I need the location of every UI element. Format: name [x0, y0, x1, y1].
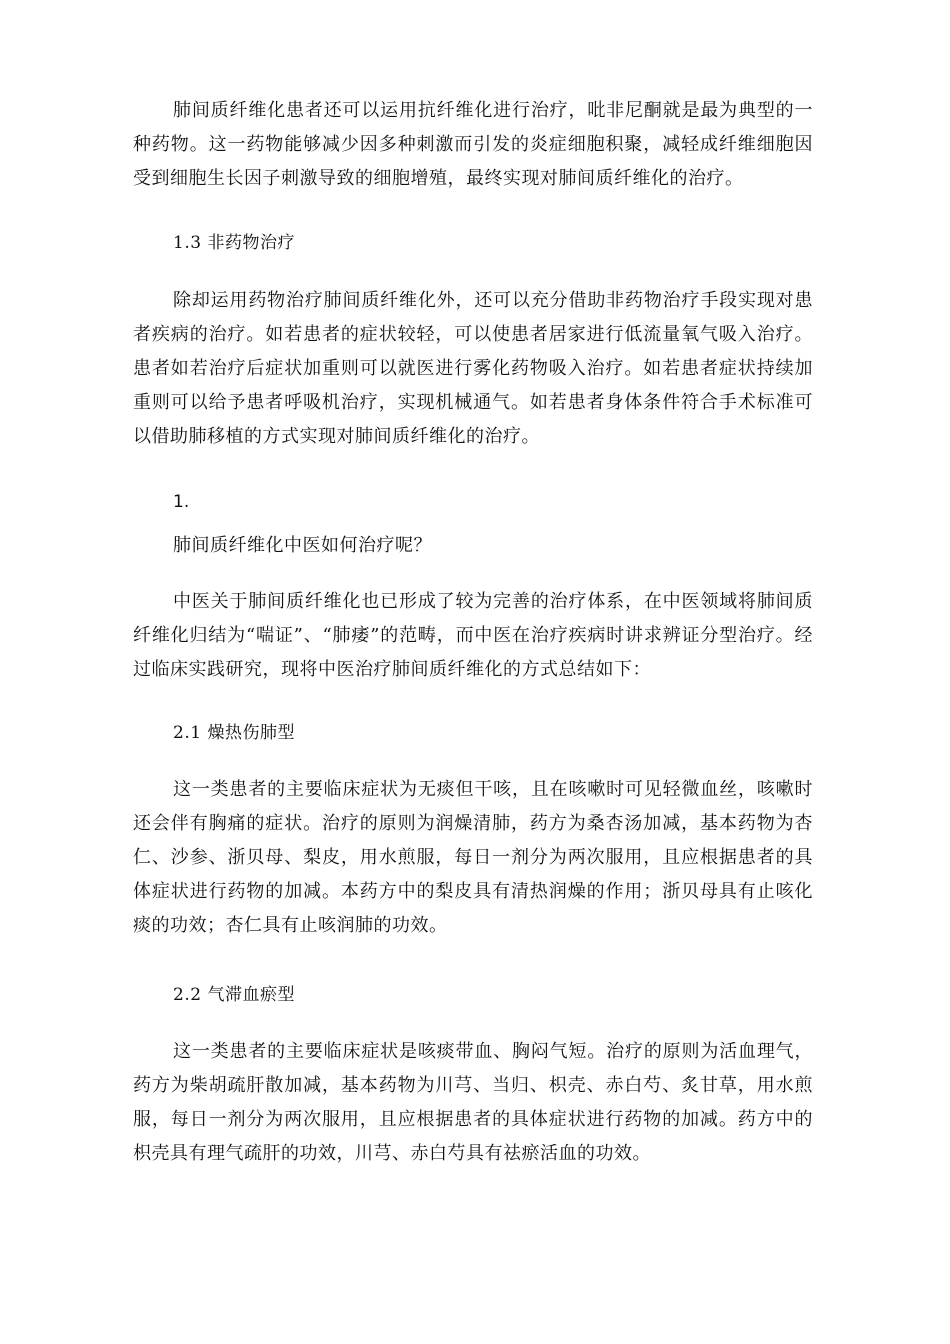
paragraph-dry-heat-type: 这一类患者的主要临床症状为无痰但干咳，且在咳嗽时可见轻微血丝，咳嗽时还会伴有胸痛的症状。治疗的原则为润燥清肺，药方为桑杏汤加减，基本药物为杏仁、沙参、浙贝母、梨皮，用水煎服，每日一剂分为两次服用，且应根据患者的具体症状进行药物的加减。本药方中的梨皮具有清热润燥的作用；浙贝母具有止咳化痰的功效；杏仁具有止咳润肺的功效。 [133, 779, 813, 936]
paragraph-non-drug-treatment: 除却运用药物治疗肺间质纤维化外，还可以充分借助非药物治疗手段实现对患者疾病的治疗。如若患者的症状较轻，可以使患者居家进行低流量氧气吸入治疗。患者如若治疗后症状加重则可以就医进行雾化药物吸入治疗。如若患者症状持续加重则可以给予患者呼吸机治疗，实现机械通气。如若患者身体条件符合手术标准可以借助肺移植的方式实现对肺间质纤维化的治疗。 [133, 290, 813, 447]
paragraph-antifibrosis: 肺间质纤维化患者还可以运用抗纤维化进行治疗，吡非尼酮就是最为典型的一种药物。这一药物能够减少因多种刺激而引发的炎症细胞积聚，减轻成纤维细胞因受到细胞生长因子刺激导致的细胞增殖，最终实现对肺间质纤维化的治疗。 [133, 100, 813, 189]
paragraph-qi-stagnation-type: 这一类患者的主要临床症状是咳痰带血、胸闷气短。治疗的原则为活血理气，药方为柴胡疏肝散加减，基本药物为川芎、当归、枳壳、赤白芍、炙甘草，用水煎服，每日一剂分为两次服用，且应根据患者的具体症状进行药物的加减。药方中的枳壳具有理气疏肝的功效，川芎、赤白芍具有祛瘀活血的功效。 [133, 1041, 813, 1164]
section-heading-1-3: 1.3 非药物治疗 [173, 233, 295, 253]
section-heading-2-2: 2.2 气滞血瘀型 [173, 985, 295, 1005]
section-heading-2-1: 2.1 燥热伤肺型 [173, 723, 295, 743]
paragraph-tcm-overview: 中医关于肺间质纤维化也已形成了较为完善的治疗体系，在中医领域将肺间质纤维化归结为“喘证”、“肺痿”的范畴，而中医在治疗疾病时讲求辨证分型治疗。经过临床实践研究，现将中医治疗肺间质纤维化的方式总结如下： [133, 591, 813, 680]
list-marker: 1. [173, 492, 190, 512]
question-heading: 肺间质纤维化中医如何治疗呢？ [173, 535, 432, 556]
